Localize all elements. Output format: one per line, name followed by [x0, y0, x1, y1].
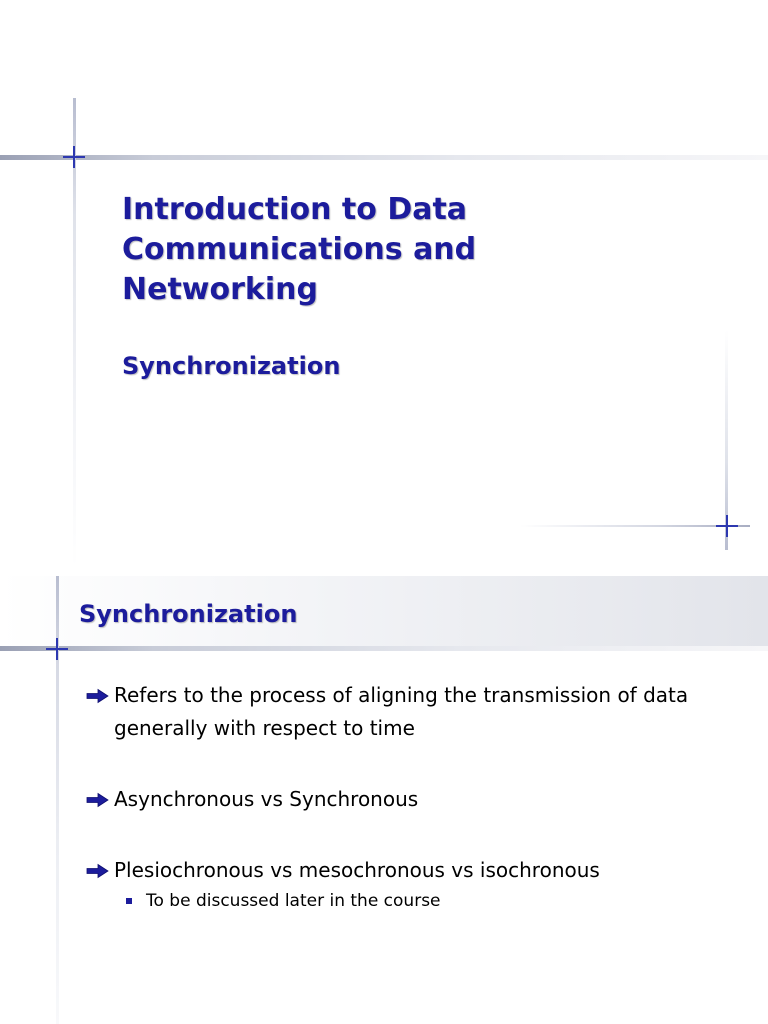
sparkle-icon: [46, 638, 68, 660]
slide-subtitle: Synchronization: [122, 352, 341, 380]
content-slide-title: Synchronization: [79, 600, 298, 628]
decorative-horizontal-line: [0, 155, 768, 160]
sub-bullet-list: [114, 887, 736, 915]
bullet-text: Refers to the process of aligning the transmission of data generally with respect to time: [114, 683, 689, 740]
square-bullet-icon: [126, 898, 132, 904]
arrow-bullet-icon: [86, 792, 110, 808]
bullet-text: Asynchronous vs Synchronous: [114, 787, 419, 811]
content-slide: [0, 576, 768, 1024]
bullet-item: [86, 854, 736, 915]
arrow-bullet-icon: [86, 863, 110, 879]
decorative-vertical-line: [73, 98, 76, 568]
arrow-bullet-icon: [86, 688, 110, 704]
sparkle-icon: [716, 515, 738, 537]
bullet-item: [86, 783, 736, 816]
sparkle-icon: [63, 146, 85, 168]
bullet-list: [86, 679, 736, 915]
sub-bullet-item: [114, 887, 736, 915]
bullet-text: Plesiochronous vs mesochronous vs isochronous: [114, 858, 600, 882]
decorative-horizontal-line: [0, 646, 768, 651]
slide-title: Introduction to Data Communications and Networking: [122, 192, 477, 307]
sub-bullet-text: To be discussed later in the course: [146, 891, 441, 911]
bullet-item: [86, 679, 736, 745]
